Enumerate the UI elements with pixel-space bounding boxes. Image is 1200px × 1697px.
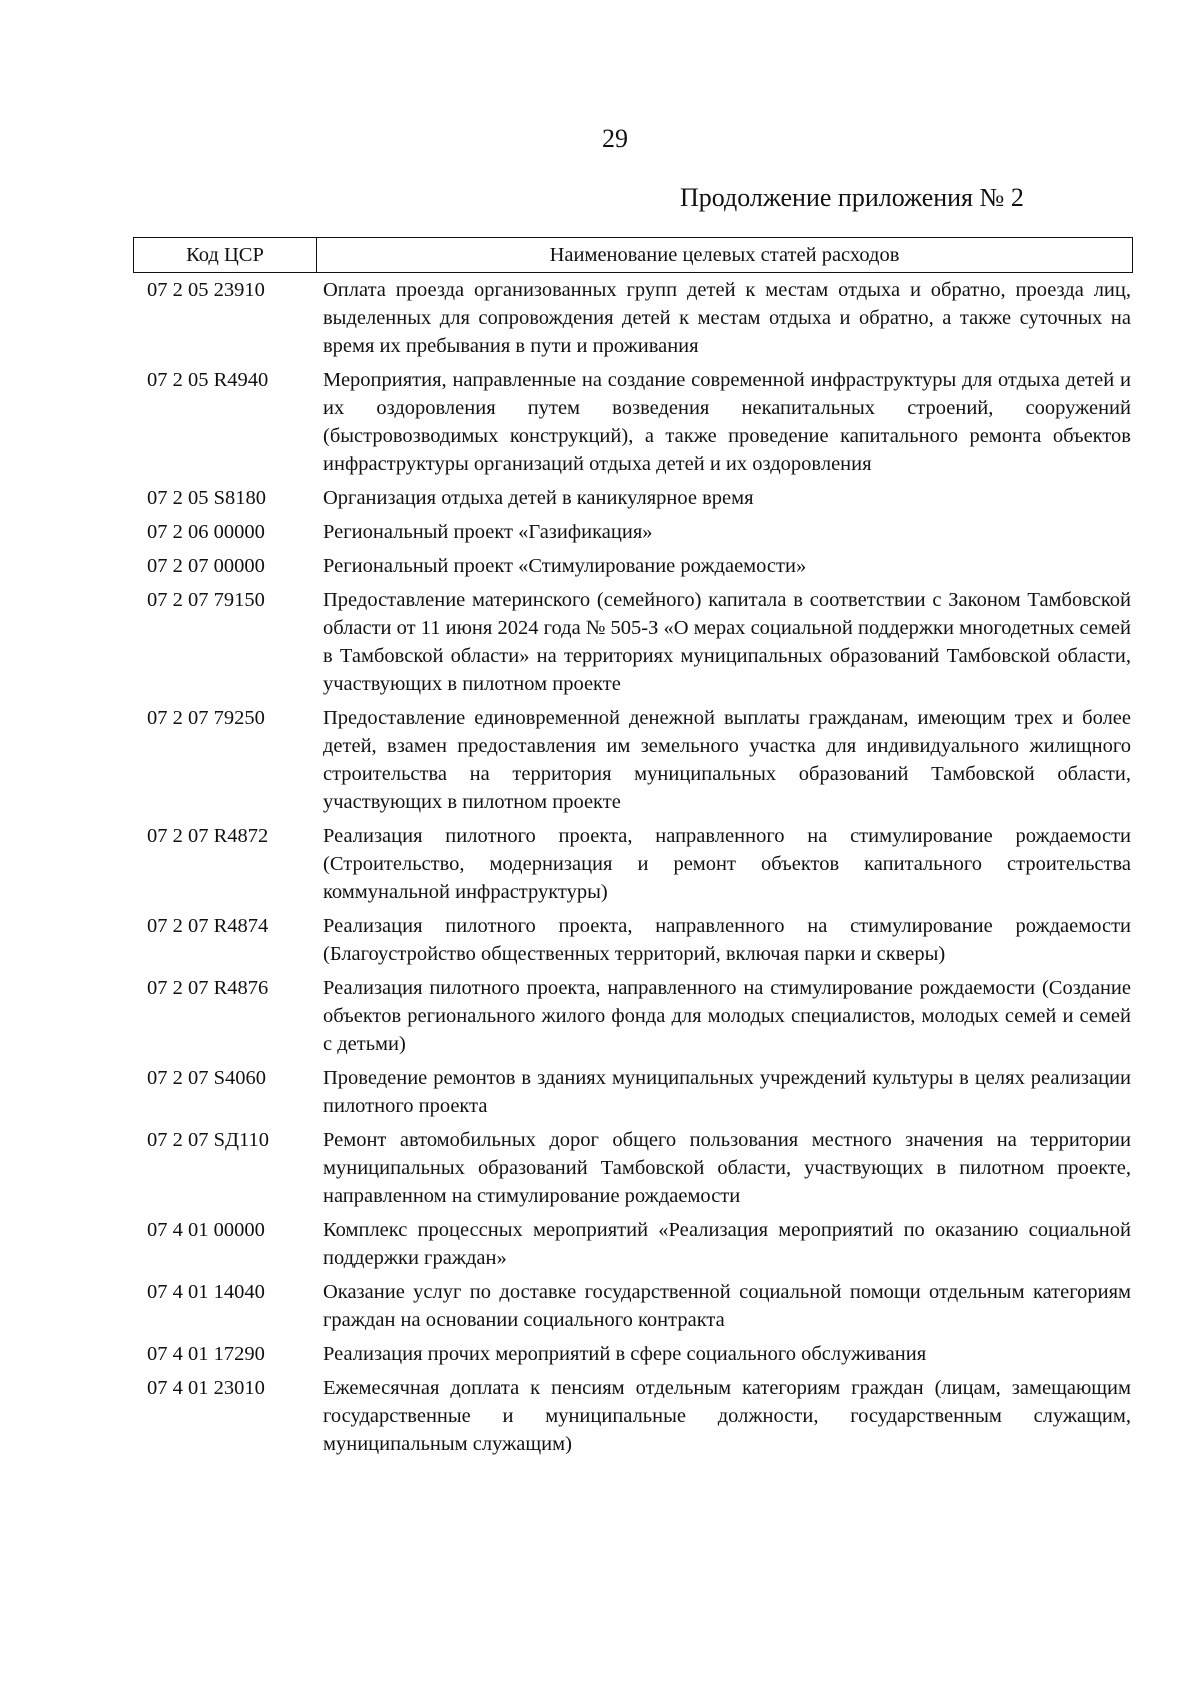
table-row (133, 1216, 1133, 1272)
appendix-title: Продолжение приложения № 2 (680, 183, 1024, 212)
table-row (133, 1126, 1133, 1210)
row-name: Реализация пилотного проекта, направленного на стимулирование рождаемости (Создание объектов регионального жилого фонда для молодых специалистов, молодых семей и семей с детьми) (323, 977, 1131, 1055)
table-row (133, 974, 1133, 1058)
row-code: 07 2 06 00000 (147, 521, 265, 543)
table-row (133, 1278, 1133, 1334)
row-name: Организация отдыха детей в каникулярное время (323, 487, 754, 509)
row-code: 07 2 07 S4060 (147, 1067, 267, 1089)
table-row (133, 366, 1133, 478)
table-row (133, 518, 1133, 546)
header-name: Наименование целевых статей расходов (549, 243, 900, 266)
table-header (133, 237, 1133, 273)
table-row (133, 276, 1133, 360)
table-row (133, 586, 1133, 698)
row-name: Региональный проект «Газификация» (323, 521, 653, 543)
table-row (133, 912, 1133, 968)
row-code: 07 4 01 23010 (147, 1377, 265, 1399)
row-name: Ремонт автомобильных дорог общего пользования местного значения на территории муниципальных образований Тамбовской области, участвующих в пилотном проекте, направленном на стимулирование рождаемости (323, 1129, 1131, 1207)
row-name: Оказание услуг по доставке государственной социальной помощи отдельным категориям граждан на основании социального контракта (323, 1281, 1131, 1331)
row-code: 07 2 07 79250 (147, 707, 265, 729)
row-code: 07 2 07 79150 (147, 589, 265, 611)
row-name: Комплекс процессных мероприятий «Реализация мероприятий по оказанию социальной поддержки граждан» (323, 1219, 1131, 1269)
row-name: Оплата проезда организованных групп детей к местам отдыха и обратно, проезда лиц, выделенных для сопровождения детей к местам отдыха и обратно, а также суточных на время их пребывания в пути и проживания (323, 279, 1131, 357)
row-code: 07 2 05 S8180 (147, 487, 267, 509)
table-row (133, 704, 1133, 816)
row-name: Реализация пилотного проекта, направленного на стимулирование рождаемости (Строительство, модернизация и ремонт объектов капитального строительства коммунальной инфраструктуры) (323, 825, 1131, 903)
row-code: 07 2 05 R4940 (147, 369, 269, 391)
row-name: Проведение ремонтов в зданиях муниципальных учреждений культуры в целях реализации пилотного проекта (323, 1067, 1131, 1117)
table-row (133, 1374, 1133, 1458)
table-row (133, 484, 1133, 512)
row-name: Реализация прочих мероприятий в сфере социального обслуживания (323, 1343, 927, 1365)
row-code: 07 2 07 SД110 (147, 1129, 269, 1151)
row-code: 07 4 01 00000 (147, 1219, 265, 1241)
row-code: 07 2 05 23910 (147, 279, 265, 301)
row-name: Реализация пилотного проекта, направленного на стимулирование рождаемости (Благоустройство общественных территорий, включая парки и скверы) (323, 915, 1131, 965)
row-code: 07 2 07 00000 (147, 555, 265, 577)
row-code: 07 2 07 R4874 (147, 915, 269, 937)
row-name: Предоставление материнского (семейного) капитала в соответствии с Законом Тамбовской области от 11 июня 2024 года № 505-З «О мерах социальной поддержки многодетных семей в Тамбовской области» на территориях муниципальных образований Тамбовской области, участвующих в пилотном проекте (323, 589, 1131, 695)
table-row (133, 552, 1133, 580)
row-code: 07 4 01 14040 (147, 1281, 265, 1303)
row-code: 07 2 07 R4876 (147, 977, 269, 999)
header-code: Код ЦСР (134, 238, 317, 272)
row-code: 07 2 07 R4872 (147, 825, 269, 847)
table-row (133, 1340, 1133, 1368)
row-name: Региональный проект «Стимулирование рождаемости» (323, 555, 807, 577)
table-row (133, 822, 1133, 906)
row-name: Ежемесячная доплата к пенсиям отдельным категориям граждан (лицам, замещающим государственные и муниципальные должности, государственным служащим, муниципальным служащим) (323, 1377, 1131, 1455)
row-name: Предоставление единовременной денежной выплаты гражданам, имеющим трех и более детей, взамен предоставления им земельного участка для индивидуального жилищного строительства на территория муниципальных образований Тамбовской области, участвующих в пилотном проекте (323, 707, 1131, 813)
table-row (133, 1064, 1133, 1120)
row-code: 07 4 01 17290 (147, 1343, 265, 1365)
table-body (133, 276, 1133, 1464)
page-number: 29 (602, 124, 628, 153)
row-name: Мероприятия, направленные на создание современной инфраструктуры для отдыха детей и их оздоровления путем возведения некапитальных строений, сооружений (быстровозводимых конструкций), а также проведение капитального ремонта объектов инфраструктуры организаций отдыха детей и их оздоровления (323, 369, 1131, 475)
